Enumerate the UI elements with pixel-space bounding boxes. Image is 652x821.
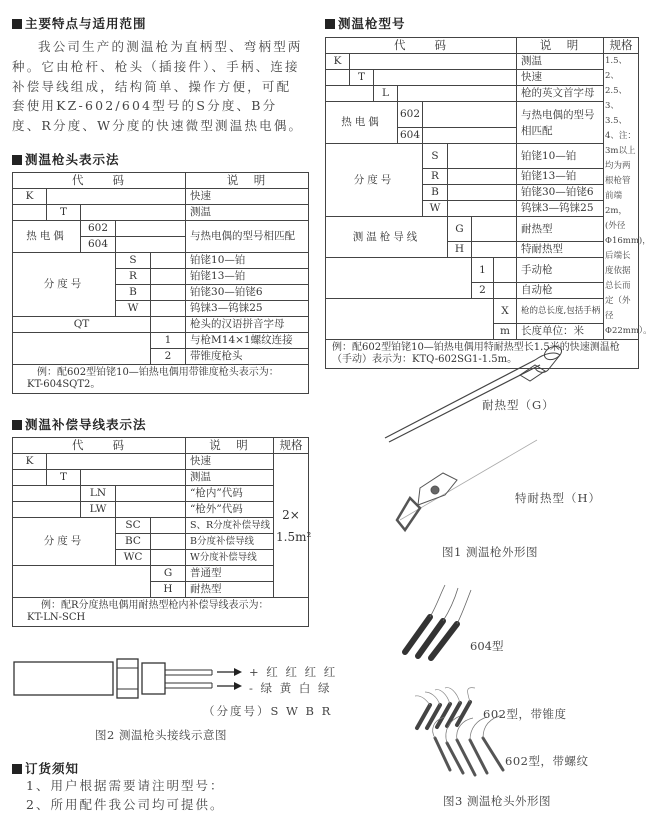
desc-cell: “枪外”代码 (186, 502, 274, 518)
desc-cell: 测温 (186, 470, 274, 486)
figure2-caption: 图2 测温枪头接线示意图 (95, 728, 227, 742)
code-cell: LN (81, 486, 116, 502)
desc-cell: 快速 (186, 189, 309, 205)
head-table-title-text: 测温枪头表示法 (25, 152, 120, 167)
desc-cell: 带锥度枪头 (186, 349, 309, 365)
table-row (326, 86, 639, 102)
col-code: 代 码 (13, 438, 186, 454)
table-row (13, 221, 309, 237)
example-cell (13, 365, 309, 394)
code-cell: 602 (398, 102, 423, 128)
label-heat-resistant-g: 耐热型（G） (482, 398, 555, 412)
desc-cell: 手动枪 (517, 258, 604, 283)
table-row (13, 470, 309, 486)
order-title (12, 759, 79, 777)
table-row (13, 486, 309, 502)
spec-cell: 1.5、2、2.5、3、3.5、4、注：3m以上均为两根枪管前端2m，(外径Φ16mm)，后端长度依据总长而定（外径Φ22mm）。 (604, 54, 639, 340)
code-cell: K (13, 454, 47, 470)
label-602-taper: 602型，带锥度 (483, 707, 567, 721)
desc-cell: 钨铼3—钨铼25 (186, 301, 309, 317)
wire-table-title (12, 415, 147, 433)
table-row (326, 258, 639, 283)
label-604: 604型 (470, 639, 504, 653)
head-table-title (12, 150, 120, 168)
wire-table-title-text: 测温补偿导线表示法 (25, 417, 147, 432)
square-bullet-icon (12, 155, 22, 165)
code-cell: 1 (151, 333, 186, 349)
square-bullet-icon (12, 764, 22, 774)
code-cell: SC (116, 518, 151, 534)
desc-cell: 特耐热型 (517, 242, 604, 258)
gun-model-table (325, 37, 652, 369)
code-cell: T (47, 205, 81, 221)
desc-cell: 快速 (517, 70, 604, 86)
desc-cell: 耐热型 (186, 582, 274, 598)
example-code: KT-604SQT2。 (27, 379, 101, 390)
code-cell: W (116, 301, 151, 317)
arrow-right-icon (217, 682, 242, 690)
code-cell: 分度号 (13, 518, 116, 566)
table-row (326, 54, 639, 70)
desc-cell: W分度补偿导线 (186, 550, 274, 566)
table-row (13, 205, 309, 221)
desc-cell: 铂铑13—铂 (186, 269, 309, 285)
table-row (326, 217, 639, 242)
table-row (13, 317, 309, 333)
table-row (13, 518, 309, 534)
example-line: 例：配602型铂铑10—铂热电偶用带锥度枪头表示为： (37, 367, 279, 378)
code-cell: H (151, 582, 186, 598)
code-cell: S (116, 253, 151, 269)
desc-cell: 铂铑10—铂 (517, 144, 604, 169)
probe-604 (405, 585, 471, 658)
spec-cell (274, 454, 312, 598)
probe-connector (142, 663, 165, 694)
code-cell: W (423, 201, 448, 217)
code-cell: WC (116, 550, 151, 566)
desc-cell: 与枪M14×1螺纹连接 (186, 333, 309, 349)
probe-body (14, 662, 113, 695)
probe-602-thread (433, 715, 503, 775)
desc-cell: 铂铑30—铂铑6 (517, 185, 604, 201)
code-cell: m (494, 324, 517, 340)
desc-cell: 快速 (186, 454, 274, 470)
desc-cell: 测温 (517, 54, 604, 70)
code-cell: 604 (398, 127, 423, 144)
code-cell: 热电偶 (326, 102, 398, 144)
code-cell: L (374, 86, 398, 102)
col-code: 代 码 (326, 38, 517, 54)
figure3-caption: 图3 测温枪头外形图 (443, 794, 551, 808)
label-extra-heat-resistant-h: 特耐热型（H） (515, 491, 602, 505)
code-cell: 604 (81, 237, 116, 253)
code-cell: 1 (472, 258, 494, 283)
code-cell: T (350, 70, 374, 86)
plus-wire-colors: + 红 红 红 红 (249, 665, 338, 679)
example-line: 例：配R分度热电偶用耐热型枪内补偿导线表示为： (41, 600, 269, 611)
code-cell: 602 (81, 221, 116, 237)
table-row (326, 144, 639, 169)
col-desc: 说 明 (186, 438, 274, 454)
table-row (13, 189, 309, 205)
intro-paragraph: 我公司生产的测温枪为直柄型、弯柄型两种。它由枪杆、枪头（插接件）、手柄、连接补偿导线组成，结构简单、操作方便，可配套使用KZ-602/604型号的S分度、B分度、R分度、W分度的快速微型测温热电偶。 (12, 39, 304, 134)
gun-table-title-text: 测温枪型号 (338, 16, 406, 31)
probe-nut (117, 659, 138, 698)
temperature-gun-illustration (385, 345, 585, 540)
col-spec: 规格 (274, 438, 309, 454)
table-row (326, 299, 639, 324)
col-spec: 规格 (604, 38, 639, 54)
table-row (13, 253, 309, 269)
square-bullet-icon (325, 19, 335, 29)
square-bullet-icon (12, 420, 22, 430)
desc-cell: 自动枪 (517, 283, 604, 299)
table-row (13, 454, 309, 470)
code-cell: S (423, 144, 448, 169)
table-row (13, 333, 309, 349)
example-line: 例：配602型铂铑10—铂热电偶用特耐热型长1.5米的快速测温枪 (332, 342, 620, 353)
desc-cell: 长度单位：米 (517, 324, 604, 340)
table-row (13, 566, 309, 582)
code-cell: 分度号 (326, 144, 423, 217)
desc-cell: 枪头的汉语拼音字母 (186, 317, 309, 333)
code-cell: R (116, 269, 151, 285)
code-cell: X (494, 299, 517, 324)
table-row (326, 102, 639, 128)
code-cell: 2 (151, 349, 186, 365)
desc-cell: 铂铑10—铂 (186, 253, 309, 269)
desc-cell: 枪的英文首字母 (517, 86, 604, 102)
table-row (326, 70, 639, 86)
col-desc: 说 明 (186, 173, 309, 189)
figure1-caption: 图1 测温枪外形图 (442, 545, 538, 559)
example-cell (13, 598, 309, 627)
col-code: 代 码 (13, 173, 186, 189)
probe-602-taper (415, 688, 475, 728)
code-cell: T (47, 470, 81, 486)
desc-cell: “枪内”代码 (186, 486, 274, 502)
code-cell: K (326, 54, 350, 70)
code-cell: B (423, 185, 448, 201)
code-cell: G (448, 217, 472, 242)
desc-cell: 与热电偶的型号相匹配 (186, 221, 309, 253)
spec-line: 2× (282, 507, 300, 522)
code-cell: 2 (472, 283, 494, 299)
code-cell: B (116, 285, 151, 301)
code-cell: QT (13, 317, 151, 333)
head-code-table (12, 172, 309, 394)
code-cell: LW (81, 502, 116, 518)
intro-title (12, 14, 147, 32)
col-desc: 说 明 (517, 38, 604, 54)
desc-cell: 普通型 (186, 566, 274, 582)
desc-cell: 枪的总长度,包括手柄 (517, 299, 604, 324)
lead-wires (165, 670, 212, 688)
desc-cell: 铂铑30—铂铑6 (186, 285, 309, 301)
code-cell: 测温枪导线 (326, 217, 448, 258)
extra-heat-resistant-gun-h (397, 440, 537, 530)
code-cell: R (423, 169, 448, 185)
example-code: （手动）表示为：KTQ-602SG1-1.5m。 (332, 354, 518, 365)
desc-cell: S、R分度补偿导线 (186, 518, 274, 534)
desc-cell: 耐热型 (517, 217, 604, 242)
spec-line: 1.5m² (276, 529, 312, 544)
intro-title-text: 主要特点与适用范围 (25, 16, 147, 31)
wire-code-table (12, 437, 312, 627)
gun-table-title (325, 14, 406, 32)
order-item: 2、所用配件我公司均可提供。 (26, 797, 225, 812)
example-code: KT-LN-SCH (27, 612, 86, 623)
desc-cell: 钨铼3—钨铼25 (517, 201, 604, 217)
desc-cell: B分度补偿导线 (186, 534, 274, 550)
square-bullet-icon (12, 19, 22, 29)
code-cell: 热电偶 (13, 221, 81, 253)
label-602-thread: 602型，带螺纹 (505, 754, 589, 768)
code-cell: 分度号 (13, 253, 116, 317)
graduation-row: （分度号）S W B R (203, 704, 333, 718)
code-cell: H (448, 242, 472, 258)
desc-cell: 与热电偶的型号相匹配 (517, 102, 604, 144)
code-cell: K (13, 189, 47, 205)
code-cell: BC (116, 534, 151, 550)
code-cell: G (151, 566, 186, 582)
heat-resistant-gun-g (385, 344, 564, 442)
desc-cell: 测温 (186, 205, 309, 221)
minus-wire-colors: - 绿 黄 白 绿 (249, 681, 332, 695)
order-title-text: 订货须知 (25, 761, 80, 776)
table-row (13, 502, 309, 518)
desc-cell: 铂铑13—铂 (517, 169, 604, 185)
arrow-right-icon (217, 668, 242, 676)
order-item: 1、用户根据需要请注明型号： (26, 778, 225, 793)
